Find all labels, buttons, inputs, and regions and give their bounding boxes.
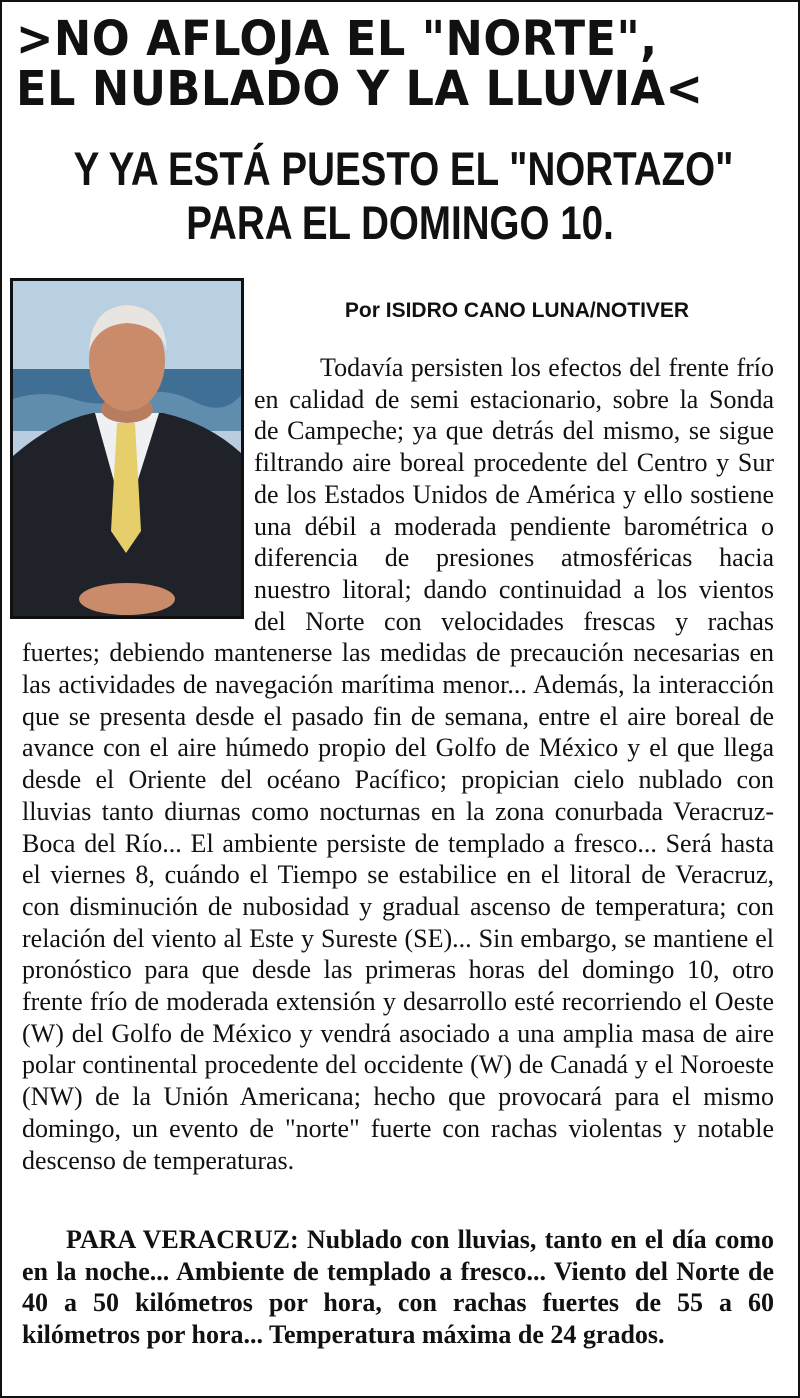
article-paragraph: Todavía persisten los efectos del frente frío en calidad de semi estacionario, sobre la Sonda de Campeche; ya que detrás del mismo, se sigue filtrando aire boreal procedente del Centro y Sur de los Estados Unidos de América y ello sostiene una débil a moderada pendiente barométrica o diferencia de presiones atmosféricas hacia nuestro litoral; dando continuidad a los vientos del Norte con velocidades frescas y rachas fuertes; debiendo mantenerse las medidas de precaución necesarias en las actividades de navegación marítima menor... Además, la interacción que se presenta desde el pasado fin de semana, entre el aire boreal de avance con el aire húmedo propio del Golfo de México y el que llega desde el Oriente del océano Pacífico; propician cielo nublado con lluvias tanto diurnas como nocturnas en la zona conurbada Veracruz-Boca del Río... El ambiente persiste de templado a fresco... Será hasta el viernes 8, cuándo el Tiempo se estabilice en el litoral de Veracruz, con disminución de nubosidad y gradual ascenso de temperatura; con relación del viento al Este y Sureste (SE)... Sin embargo, se mantiene el pronóstico para que desde las primeras horas del domingo 10, otro frente frío de moderada extensión y desarrollo esté recorriendo el Oeste (W) del Golfo de México y vendrá asociado a una amplia masa de aire polar continental procedente del occidente (W) de Canadá y el Noroeste (NW) de la Unión Americana; hecho que provocará para el mismo domingo, un evento de "norte" fuerte con rachas violentas y notable descenso de temperaturas. [22, 353, 774, 1175]
kicker-headline-line-2: EL NUBLADO Y LA LLUVIA< [16, 61, 704, 117]
article-body [22, 352, 774, 1176]
photo-wrap-spacer [22, 352, 254, 622]
main-headline [73, 142, 734, 250]
main-headline-line-2: PARA EL DOMINGO 10. [186, 196, 614, 249]
kicker-headline-line-1: >NO AFLOJA EL "NORTE", [16, 11, 658, 67]
forecast-paragraph: PARA VERACRUZ: Nublado con lluvias, tanto en el día como en la noche... Ambiente de templado a fresco... Viento del Norte de 40 a 50 kilómetros por hora, con rachas fuertes de 55 a 60 kilómetros por hora... Temperatura máxima de 24 grados. [22, 1225, 774, 1349]
main-headline-line-1: Y YA ESTÁ PUESTO EL "NORTAZO" [73, 142, 734, 195]
kicker-headline [16, 11, 734, 117]
byline: Por ISIDRO CANO LUNA/NOTIVER [344, 299, 690, 322]
